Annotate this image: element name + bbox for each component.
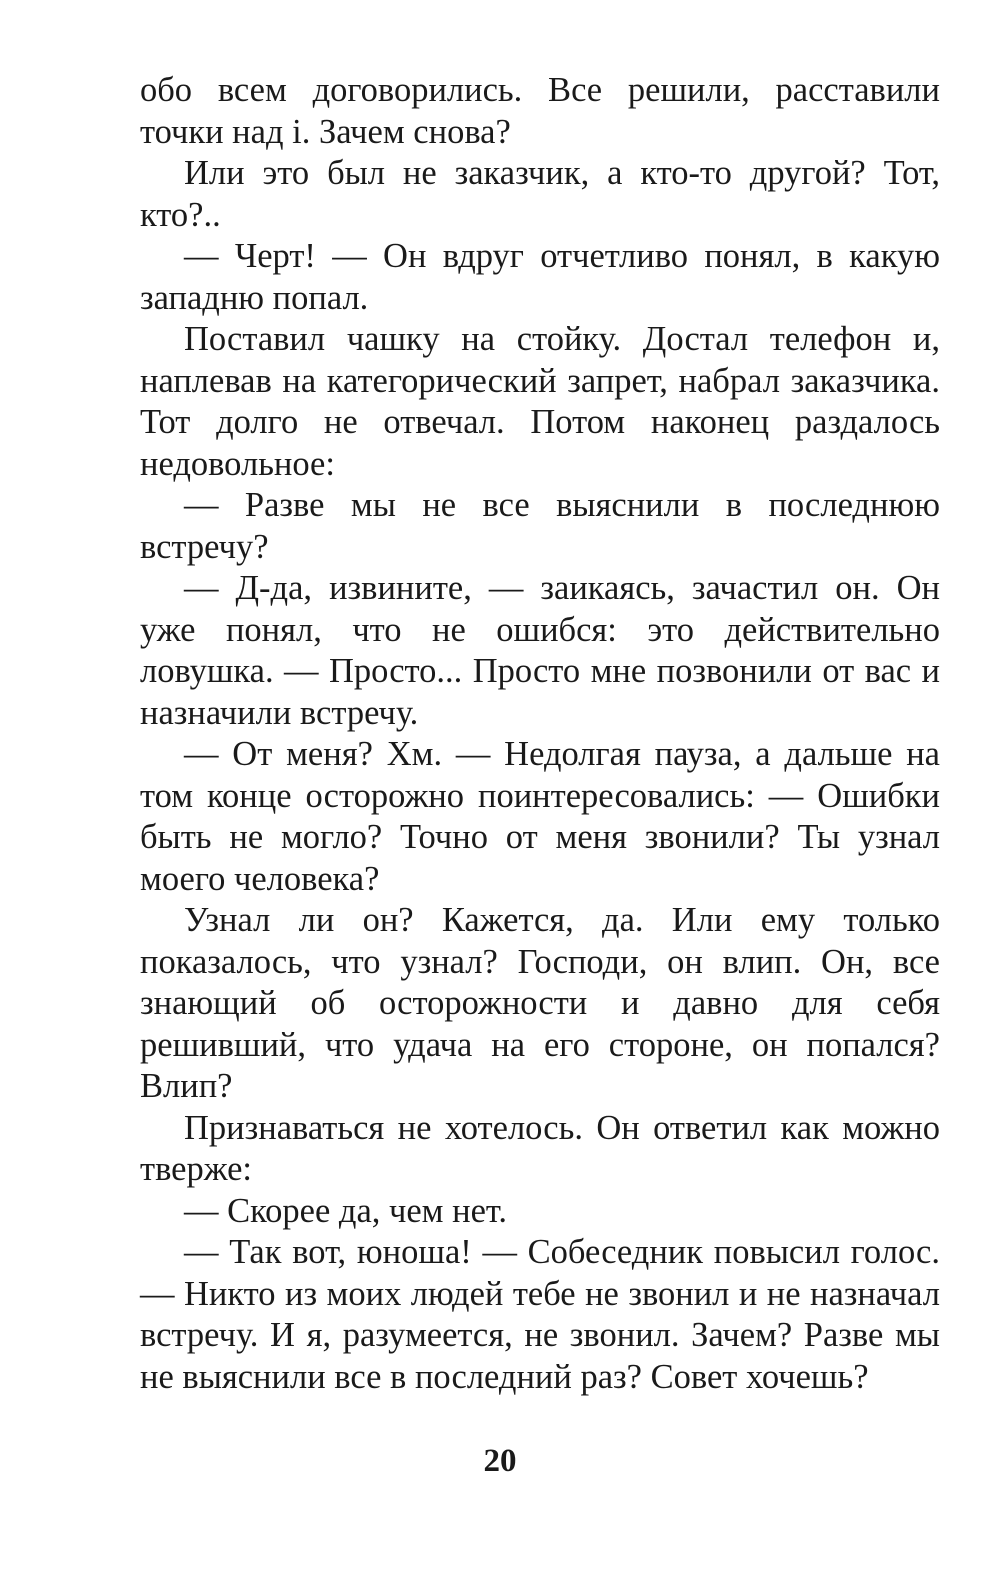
paragraph-4: Поставил чашку на стойку. Достал телефон и, наплевав на категорический запрет, набрал заказчика. Тот долго не отвечал. Потом наконец раздалось недовольное: (140, 320, 940, 483)
paragraph-11: — Так вот, юноша! — Собеседник повысил голос. — Никто из моих людей тебе не звонил и не назначал встречу. И я, разумеется, не звонил. Зачем? Разве мы не выяснили все в последний раз? Совет хочешь? (140, 1233, 940, 1396)
page-number: 20 (483, 1443, 517, 1479)
paragraph-6: — Д-да, извините, — заикаясь, зачастил он. Он уже понял, что не ошибся: это действительно ловушка. — Просто... Просто мне позвонили от вас и назначили встречу. (140, 569, 940, 732)
paragraph-8: Узнал ли он? Кажется, да. Или ему только показалось, что узнал? Господи, он влип. Он, все знающий об осторожности и давно для себя решивший, что удача на его стороне, он попался? Влип? (140, 901, 940, 1105)
paragraph-3: — Черт! — Он вдруг отчетливо понял, в какую западню попал. (140, 237, 940, 317)
paragraph-1: обо всем договорились. Все решили, расставили точки над i. Зачем снова? (140, 71, 940, 151)
paragraph-7: — От меня? Хм. — Недолгая пауза, а дальше на том конце осторожно поинтересовались: — Ошибки быть не могло? Точно от меня звонили? Ты узнал моего человека? (140, 735, 940, 898)
paragraph-5: — Разве мы не все выяснили в последнюю встречу? (140, 486, 940, 566)
paragraph-10: — Скорее да, чем нет. (184, 1191, 508, 1230)
paragraph-2: Или это был не заказчик, а кто-то другой? Тот, кто?.. (140, 154, 940, 234)
paragraph-9: Признаваться не хотелось. Он ответил как можно тверже: (140, 1108, 940, 1188)
page-text (140, 70, 940, 1398)
